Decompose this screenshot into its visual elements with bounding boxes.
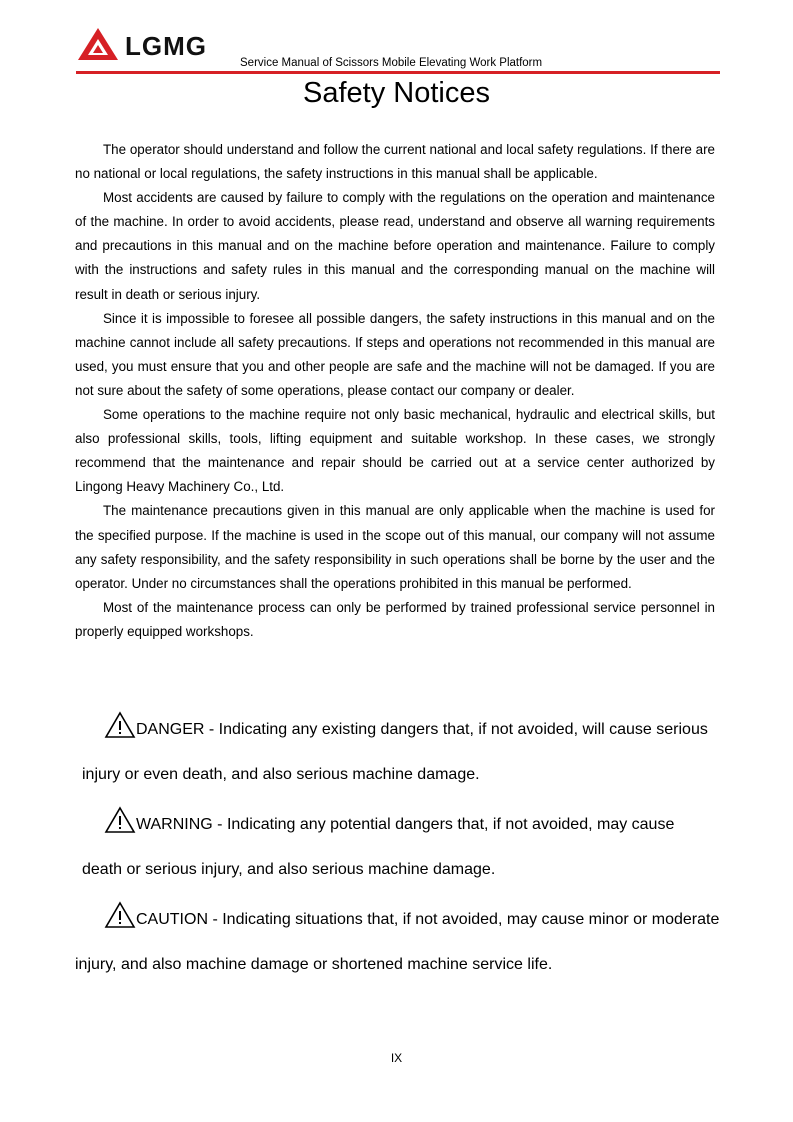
- warning-triangle-icon: [104, 901, 136, 929]
- caution-notice-continued: injury, and also machine damage or shortened machine service life.: [75, 956, 553, 973]
- paragraph: Most accidents are caused by failure to comply with the regulations on the operation and maintenance of the machine. In order to avoid accidents, please read, understand and observe all warning requirements and precautions in this manual and on the machine before operation and maintenance. Failure to comply with the instructions and safety rules in this manual and the corresponding manual on the machine will result in death or serious injury.: [75, 190, 715, 302]
- danger-notice: [104, 711, 708, 740]
- danger-notice-text: DANGER - Indicating any existing dangers that, if not avoided, will cause serious: [136, 721, 708, 738]
- paragraph: The maintenance precautions given in this manual are only applicable when the machine is used for the specified purpose. If the machine is used in the scope out of this manual, our company will not assume any safety responsibility, and the safety responsibility in such operations shall be borne by the user and the operator. Under no circumstances shall the operations prohibited in this manual be performed.: [75, 503, 715, 591]
- page-title: Safety Notices: [303, 77, 490, 109]
- warning-triangle-icon: [104, 806, 136, 834]
- company-logo: [77, 27, 207, 61]
- lgmg-logo-icon: [77, 27, 119, 61]
- danger-notice-continued: injury or even death, and also serious machine damage.: [82, 766, 480, 783]
- warning-notice-text: WARNING - Indicating any potential dangers that, if not avoided, may cause: [136, 816, 675, 833]
- paragraph: Since it is impossible to foresee all possible dangers, the safety instructions in this manual and on the machine cannot include all safety precautions. If steps and operations not recommended in this manual are used, you must ensure that you and other people are safe and the machine will not be damaged. If you are not sure about the safety of some operations, please contact our company or dealer.: [75, 310, 715, 398]
- logo-text: LGMG: [125, 31, 207, 61]
- body-text: [75, 138, 715, 644]
- paragraph: Most of the maintenance process can only be performed by trained professional service personnel in properly equipped workshops.: [75, 599, 715, 639]
- warning-notice: [104, 806, 674, 835]
- caution-notice: [104, 901, 719, 930]
- document-subtitle: Service Manual of Scissors Mobile Elevating Work Platform: [240, 57, 543, 69]
- paragraph: Some operations to the machine require not only basic mechanical, hydraulic and electrical skills, but also professional skills, tools, lifting equipment and suitable workshop. In these cases, we strongly recommend that the maintenance and repair should be carried out at a service center authorized by Lingong Heavy Machinery Co., Ltd.: [75, 407, 715, 495]
- warning-triangle-icon: [104, 711, 136, 739]
- caution-notice-text: CAUTION - Indicating situations that, if not avoided, may cause minor or moderate: [136, 911, 720, 928]
- page-number: IX: [390, 1051, 403, 1065]
- paragraph: The operator should understand and follow the current national and local safety regulations. If there are no national or local regulations, the safety instructions in this manual shall be applicable.: [75, 142, 715, 182]
- warning-notice-continued: death or serious injury, and also serious machine damage.: [82, 861, 496, 878]
